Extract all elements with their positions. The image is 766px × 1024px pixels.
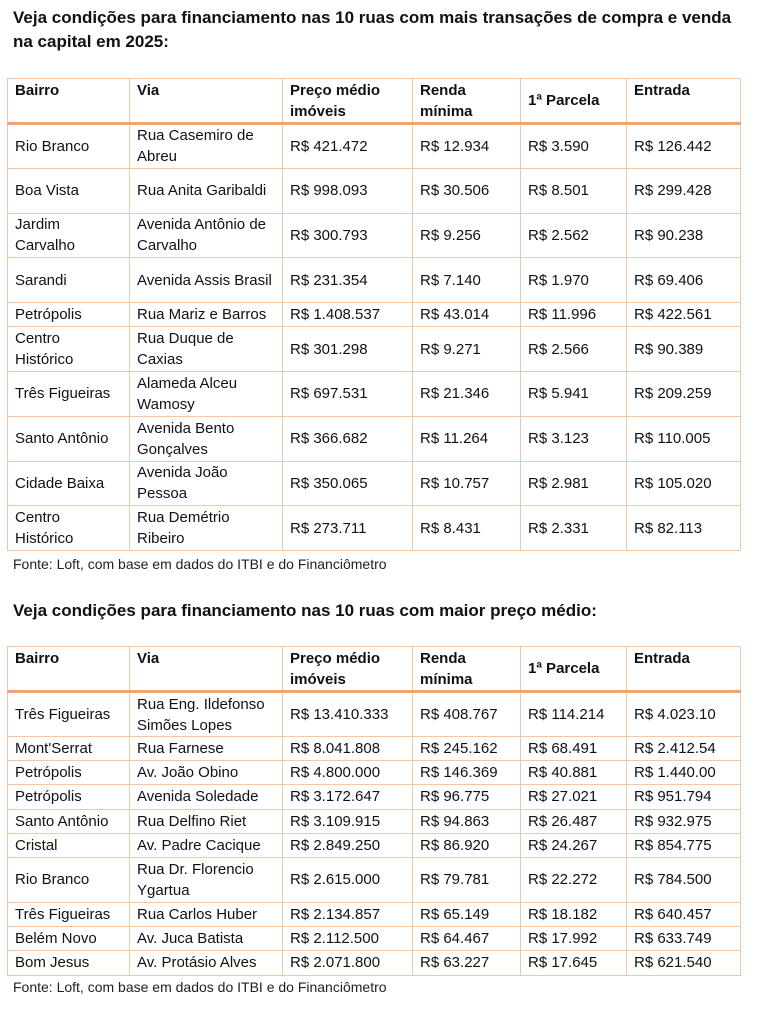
table-row (8, 927, 741, 951)
cell-renda-minima: R$ 63.227 (413, 951, 521, 975)
cell-primeira-parcela: R$ 2.331 (521, 506, 627, 551)
cell-bairro: Sarandi (8, 258, 130, 303)
table-row (8, 461, 741, 506)
cell-bairro: Três Figueiras (8, 902, 130, 926)
cell-preco-medio: R$ 13.410.333 (283, 692, 413, 737)
cell-renda-minima: R$ 21.346 (413, 371, 521, 416)
cell-primeira-parcela: R$ 8.501 (521, 168, 627, 213)
cell-renda-minima: R$ 408.767 (413, 692, 521, 737)
cell-primeira-parcela: R$ 22.272 (521, 857, 627, 902)
cell-preco-medio: R$ 366.682 (283, 416, 413, 461)
cell-via: Rua Casemiro de Abreu (130, 124, 283, 169)
cell-bairro: Petrópolis (8, 761, 130, 785)
cell-preco-medio: R$ 697.531 (283, 371, 413, 416)
source-note: Fonte: Loft, com base em dados do ITBI e do Financiômetro (13, 979, 387, 995)
section-2-title: Veja condições para financiamento nas 10 ruas com maior preço médio: (13, 601, 597, 620)
cell-bairro: Rio Branco (8, 124, 130, 169)
column-header-via: Via (130, 647, 283, 692)
cell-primeira-parcela: R$ 3.590 (521, 124, 627, 169)
cell-via: Rua Dr. Florencio Ygartua (130, 857, 283, 902)
cell-entrada: R$ 4.023.10 (627, 692, 741, 737)
cell-preco-medio: R$ 4.800.000 (283, 761, 413, 785)
cell-primeira-parcela: R$ 40.881 (521, 761, 627, 785)
cell-renda-minima: R$ 64.467 (413, 927, 521, 951)
cell-entrada: R$ 422.561 (627, 303, 741, 327)
column-header-primeira-parcela: 1ª Parcela (521, 79, 627, 124)
cell-preco-medio: R$ 231.354 (283, 258, 413, 303)
cell-entrada: R$ 1.440.00 (627, 761, 741, 785)
cell-preco-medio: R$ 2.615.000 (283, 857, 413, 902)
column-header-renda-minima: Renda mínima (413, 647, 521, 692)
column-header-via: Via (130, 79, 283, 124)
cell-bairro: Centro Histórico (8, 327, 130, 372)
cell-via: Rua Mariz e Barros (130, 303, 283, 327)
cell-bairro: Santo Antônio (8, 416, 130, 461)
table-header-row (8, 647, 741, 692)
cell-primeira-parcela: R$ 1.970 (521, 258, 627, 303)
cell-primeira-parcela: R$ 68.491 (521, 737, 627, 761)
column-header-entrada: Entrada (627, 79, 741, 124)
cell-renda-minima: R$ 79.781 (413, 857, 521, 902)
cell-primeira-parcela: R$ 11.996 (521, 303, 627, 327)
cell-primeira-parcela: R$ 2.981 (521, 461, 627, 506)
cell-bairro: Três Figueiras (8, 692, 130, 737)
cell-via: Avenida Antônio de Carvalho (130, 213, 283, 258)
cell-bairro: Três Figueiras (8, 371, 130, 416)
cell-primeira-parcela: R$ 2.562 (521, 213, 627, 258)
column-header-renda-minima: Renda mínima (413, 79, 521, 124)
cell-via: Rua Delfino Riet (130, 809, 283, 833)
table-row (8, 857, 741, 902)
column-header-bairro: Bairro (8, 79, 130, 124)
table-row (8, 213, 741, 258)
cell-bairro: Cristal (8, 833, 130, 857)
cell-entrada: R$ 951.794 (627, 785, 741, 809)
cell-via: Avenida João Pessoa (130, 461, 283, 506)
cell-renda-minima: R$ 11.264 (413, 416, 521, 461)
column-header-primeira-parcela: 1ª Parcela (521, 647, 627, 692)
cell-entrada: R$ 90.238 (627, 213, 741, 258)
column-header-bairro: Bairro (8, 647, 130, 692)
cell-primeira-parcela: R$ 26.487 (521, 809, 627, 833)
cell-preco-medio: R$ 2.849.250 (283, 833, 413, 857)
cell-preco-medio: R$ 350.065 (283, 461, 413, 506)
cell-preco-medio: R$ 2.134.857 (283, 902, 413, 926)
table-row (8, 124, 741, 169)
table-header-row (8, 79, 741, 124)
cell-renda-minima: R$ 30.506 (413, 168, 521, 213)
cell-entrada: R$ 90.389 (627, 327, 741, 372)
cell-renda-minima: R$ 65.149 (413, 902, 521, 926)
cell-bairro: Santo Antônio (8, 809, 130, 833)
cell-entrada: R$ 299.428 (627, 168, 741, 213)
cell-primeira-parcela: R$ 114.214 (521, 692, 627, 737)
cell-entrada: R$ 209.259 (627, 371, 741, 416)
cell-entrada: R$ 82.113 (627, 506, 741, 551)
cell-via: Av. Padre Cacique (130, 833, 283, 857)
cell-entrada: R$ 640.457 (627, 902, 741, 926)
table-row (8, 371, 741, 416)
cell-renda-minima: R$ 86.920 (413, 833, 521, 857)
cell-primeira-parcela: R$ 17.645 (521, 951, 627, 975)
cell-renda-minima: R$ 94.863 (413, 809, 521, 833)
cell-preco-medio: R$ 301.298 (283, 327, 413, 372)
table-row (8, 327, 741, 372)
cell-via: Alameda Alceu Wamosy (130, 371, 283, 416)
cell-via: Rua Demétrio Ribeiro (130, 506, 283, 551)
cell-bairro: Petrópolis (8, 785, 130, 809)
cell-via: Avenida Soledade (130, 785, 283, 809)
cell-bairro: Rio Branco (8, 857, 130, 902)
table-row (8, 785, 741, 809)
financing-table-highest-price (7, 646, 741, 976)
cell-renda-minima: R$ 9.256 (413, 213, 521, 258)
cell-renda-minima: R$ 146.369 (413, 761, 521, 785)
cell-entrada: R$ 854.775 (627, 833, 741, 857)
column-header-entrada: Entrada (627, 647, 741, 692)
cell-via: Rua Anita Garibaldi (130, 168, 283, 213)
cell-entrada: R$ 105.020 (627, 461, 741, 506)
table-row (8, 761, 741, 785)
cell-preco-medio: R$ 3.109.915 (283, 809, 413, 833)
table-row (8, 258, 741, 303)
cell-entrada: R$ 69.406 (627, 258, 741, 303)
cell-bairro: Belém Novo (8, 927, 130, 951)
cell-entrada: R$ 2.412.54 (627, 737, 741, 761)
cell-preco-medio: R$ 273.711 (283, 506, 413, 551)
cell-renda-minima: R$ 96.775 (413, 785, 521, 809)
cell-via: Av. Protásio Alves (130, 951, 283, 975)
table-row (8, 506, 741, 551)
cell-renda-minima: R$ 43.014 (413, 303, 521, 327)
cell-preco-medio: R$ 2.071.800 (283, 951, 413, 975)
cell-via: Av. João Obino (130, 761, 283, 785)
table-row (8, 168, 741, 213)
cell-primeira-parcela: R$ 18.182 (521, 902, 627, 926)
cell-preco-medio: R$ 998.093 (283, 168, 413, 213)
cell-bairro: Boa Vista (8, 168, 130, 213)
cell-preco-medio: R$ 3.172.647 (283, 785, 413, 809)
source-note: Fonte: Loft, com base em dados do ITBI e do Financiômetro (13, 556, 387, 572)
cell-preco-medio: R$ 8.041.808 (283, 737, 413, 761)
cell-primeira-parcela: R$ 24.267 (521, 833, 627, 857)
table-row (8, 416, 741, 461)
cell-via: Av. Juca Batista (130, 927, 283, 951)
section-1-title: Veja condições para financiamento nas 10 ruas com mais transações de compra e venda na capital em 2025: (13, 8, 732, 51)
cell-primeira-parcela: R$ 27.021 (521, 785, 627, 809)
cell-preco-medio: R$ 421.472 (283, 124, 413, 169)
cell-preco-medio: R$ 2.112.500 (283, 927, 413, 951)
financing-table-most-transactions (7, 78, 741, 551)
cell-entrada: R$ 110.005 (627, 416, 741, 461)
cell-via: Avenida Assis Brasil (130, 258, 283, 303)
table-row (8, 303, 741, 327)
table-row (8, 833, 741, 857)
cell-primeira-parcela: R$ 5.941 (521, 371, 627, 416)
cell-via: Rua Carlos Huber (130, 902, 283, 926)
cell-renda-minima: R$ 10.757 (413, 461, 521, 506)
cell-entrada: R$ 633.749 (627, 927, 741, 951)
cell-entrada: R$ 932.975 (627, 809, 741, 833)
cell-via: Rua Duque de Caxias (130, 327, 283, 372)
cell-preco-medio: R$ 1.408.537 (283, 303, 413, 327)
cell-entrada: R$ 784.500 (627, 857, 741, 902)
cell-bairro: Jardim Carvalho (8, 213, 130, 258)
cell-bairro: Petrópolis (8, 303, 130, 327)
cell-entrada: R$ 126.442 (627, 124, 741, 169)
cell-entrada: R$ 621.540 (627, 951, 741, 975)
table-row (8, 951, 741, 975)
cell-primeira-parcela: R$ 3.123 (521, 416, 627, 461)
cell-renda-minima: R$ 245.162 (413, 737, 521, 761)
cell-renda-minima: R$ 8.431 (413, 506, 521, 551)
table-row (8, 902, 741, 926)
cell-preco-medio: R$ 300.793 (283, 213, 413, 258)
cell-renda-minima: R$ 7.140 (413, 258, 521, 303)
cell-bairro: Bom Jesus (8, 951, 130, 975)
table-row (8, 737, 741, 761)
cell-via: Rua Farnese (130, 737, 283, 761)
cell-primeira-parcela: R$ 17.992 (521, 927, 627, 951)
cell-bairro: Cidade Baixa (8, 461, 130, 506)
cell-renda-minima: R$ 9.271 (413, 327, 521, 372)
cell-bairro: Mont'Serrat (8, 737, 130, 761)
table-row (8, 692, 741, 737)
cell-via: Avenida Bento Gonçalves (130, 416, 283, 461)
column-header-preco-medio: Preço médio imóveis (283, 79, 413, 124)
cell-renda-minima: R$ 12.934 (413, 124, 521, 169)
cell-primeira-parcela: R$ 2.566 (521, 327, 627, 372)
table-row (8, 809, 741, 833)
cell-bairro: Centro Histórico (8, 506, 130, 551)
cell-via: Rua Eng. Ildefonso Simões Lopes (130, 692, 283, 737)
column-header-preco-medio: Preço médio imóveis (283, 647, 413, 692)
